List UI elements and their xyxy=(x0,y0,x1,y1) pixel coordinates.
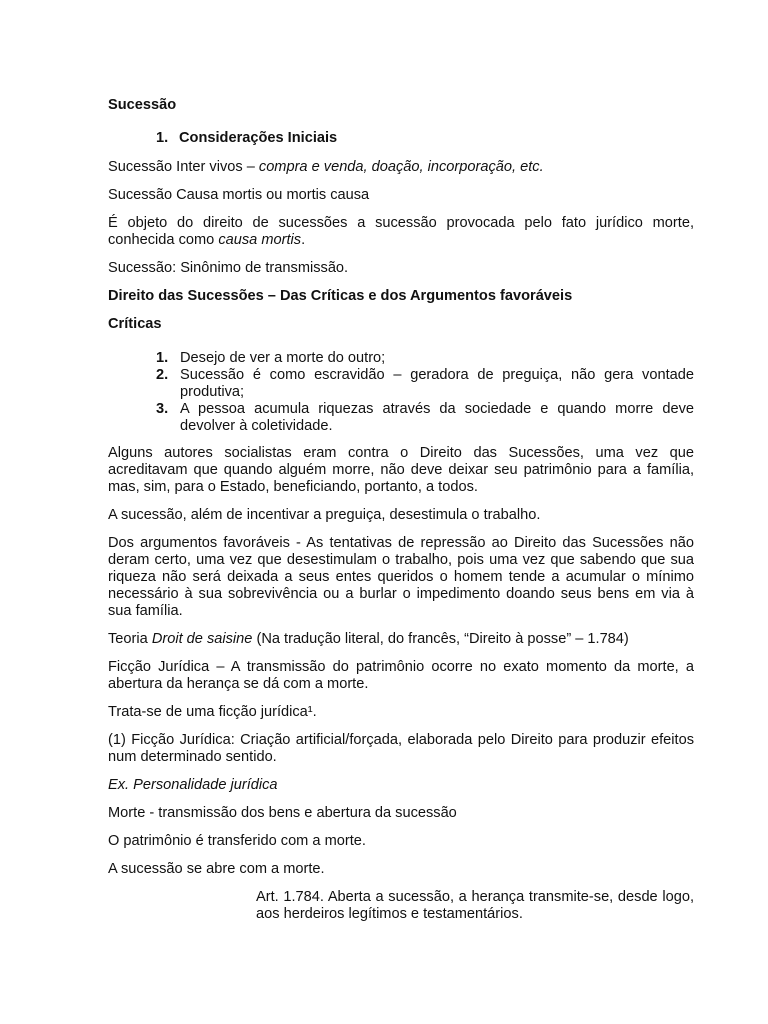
section-number: 1. xyxy=(156,130,169,146)
list-text: Sucessão é como escravidão – geradora de preguiça, não gera vontade produtiva; xyxy=(180,367,694,400)
section-label: Considerações Iniciais xyxy=(179,130,338,146)
paragraph-preguica: A sucessão, além de incentivar a preguiça, desestimula o trabalho. xyxy=(108,507,541,523)
paragraph-patrimonio: O patrimônio é transferido com a morte. xyxy=(108,833,366,849)
doc-title: Sucessão xyxy=(108,97,177,113)
text-run: Teoria xyxy=(108,631,152,647)
paragraph-exemplo: Ex. Personalidade jurídica xyxy=(108,777,278,793)
text-run: (Na tradução literal, do francês, “Direito à posse” – 1.784) xyxy=(252,631,629,647)
italic-run: compra e venda, doação, incorporação, etc. xyxy=(258,159,544,175)
text-run: Sucessão Inter vivos – xyxy=(108,159,259,175)
list-item xyxy=(108,367,694,401)
paragraph-objeto xyxy=(108,215,694,249)
paragraph-trata-se: Trata-se de uma ficção jurídica¹. xyxy=(108,704,317,720)
text-run: . xyxy=(301,232,306,248)
paragraph-sinonimo: Sucessão: Sinônimo de transmissão. xyxy=(108,260,349,276)
paragraph-argumentos: Dos argumentos favoráveis - As tentativas de repressão ao Direito das Sucessões não deram certo, uma vez que desestimulam o trabalho, pois uma vez que sabendo que sua riqueza não será deixada a seus entes queridos o homem tende a acumular o mínimo necessário à sua sobrevivência ou a burlar o impedimento doando seus bens em via à sua família. xyxy=(108,535,694,619)
heading-direito-sucessoes: Direito das Sucessões – Das Críticas e dos Argumentos favoráveis xyxy=(108,288,573,304)
paragraph-abre: A sucessão se abre com a morte. xyxy=(108,861,325,877)
paragraph-ficcao: Ficção Jurídica – A transmissão do patrimônio ocorre no exato momento da morte, a abertura da herança se dá com a morte. xyxy=(108,659,694,692)
paragraph-inter-vivos xyxy=(108,159,694,176)
list-text: Desejo de ver a morte do outro; xyxy=(180,350,386,366)
article-quote: Art. 1.784. Aberta a sucessão, a herança transmite-se, desde logo, aos herdeiros legítimos e testamentários. xyxy=(256,889,694,922)
list-text: A pessoa acumula riquezas através da sociedade e quando morre deve devolver à coletividade. xyxy=(180,401,694,434)
paragraph-footnote: (1) Ficção Jurídica: Criação artificial/forçada, elaborada pelo Direito para produzir efeitos num determinado sentido. xyxy=(108,732,694,765)
section-heading-1 xyxy=(108,130,694,147)
heading-criticas: Críticas xyxy=(108,316,162,332)
list-number: 3. xyxy=(156,401,169,417)
italic-run: Droit de saisine xyxy=(151,631,253,647)
paragraph-causa-mortis: Sucessão Causa mortis ou mortis causa xyxy=(108,187,370,203)
list-number: 1. xyxy=(156,350,169,366)
text-run: É objeto do direito de sucessões a sucessão provocada pelo fato jurídico morte, conhecida como xyxy=(108,215,694,248)
italic-run: causa mortis xyxy=(218,232,302,248)
paragraph-morte: Morte - transmissão dos bens e abertura da sucessão xyxy=(108,805,457,821)
criticas-list xyxy=(108,350,694,435)
list-item xyxy=(108,350,694,367)
list-number: 2. xyxy=(156,367,169,383)
paragraph-socialistas: Alguns autores socialistas eram contra o Direito das Sucessões, uma vez que acreditavam que quando alguém morre, não deve deixar seu patrimônio para a família, mas, sim, para o Estado, beneficiando, portanto, a todos. xyxy=(108,445,694,495)
paragraph-teoria xyxy=(108,631,694,648)
list-item xyxy=(108,401,694,435)
